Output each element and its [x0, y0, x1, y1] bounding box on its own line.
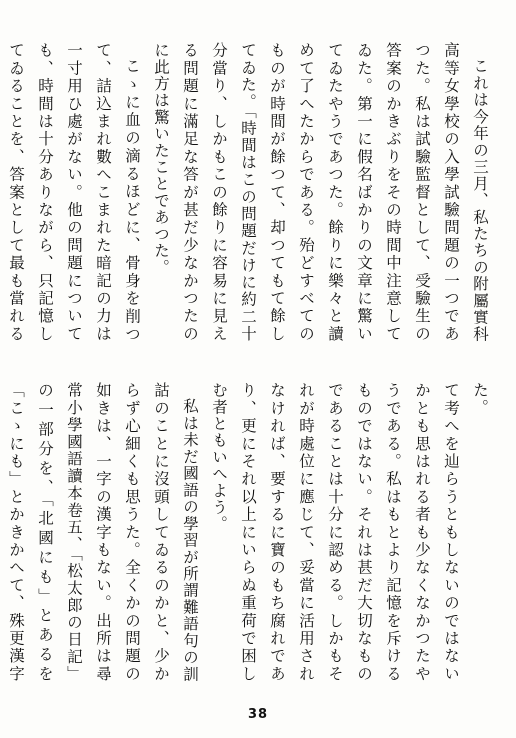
paragraph: 私は未だ國語の學習が所謂難語句の訓詁のことに沒頭してゐるのかと、少からず心細くも思うた。全くかの問題の如きは、一字の漢字もない。出所は尋常小學國語讀本卷五、「松太郎の日記」の一部分を、「北國にも」とあるを「こゝにも」とかきかへて、殊更漢字 — [7, 382, 199, 682]
page-number: 38 — [247, 707, 269, 722]
lower-text-block — [7, 382, 494, 682]
paragraph: て考へを辿らうともしないのではないかとも思はれる者も少なくなかつたやうである。私はもとより記憶を斥けるものではない。それは甚だ大切なものであることは十分に認める。しかもそれが時處位に應じて、妥當に活用されなければ、要するに寶のもち腐れであり、更にそれ以上にいらぬ重荷で困しむ者ともいへよう。 — [210, 382, 460, 682]
upper-text-block — [7, 42, 494, 342]
paragraph: た。 — [471, 382, 489, 416]
paragraph: こゝに血の滴るほどに、骨身を削つて、詰込まれ數へこまれた暗記の力は一寸用ひ處がない。他の問題についても、時間は十分ありながら、只記憶してゐることを、答案として最も當れる — [7, 42, 141, 342]
paragraph: これは今年の三月、私たちの附屬實科高等女學校の入學試驗問題の一つであつた。私は試驗監督として、受驗生の答案のかきぶりをその時間中注意してゐた。第一に假名ばかりの文章に驚いてゐたやうであつた。餘りに樂々と讀めて了へたからである。殆どすべてのものが時間が餘つて、却つてもて餘してゐた。「時間はこの問題だけに約二十分當り、しかもこの餘りに容易に見える問題に滿足な答が甚だ少なかつたのに此方は驚いたことであつた。 — [152, 42, 489, 342]
